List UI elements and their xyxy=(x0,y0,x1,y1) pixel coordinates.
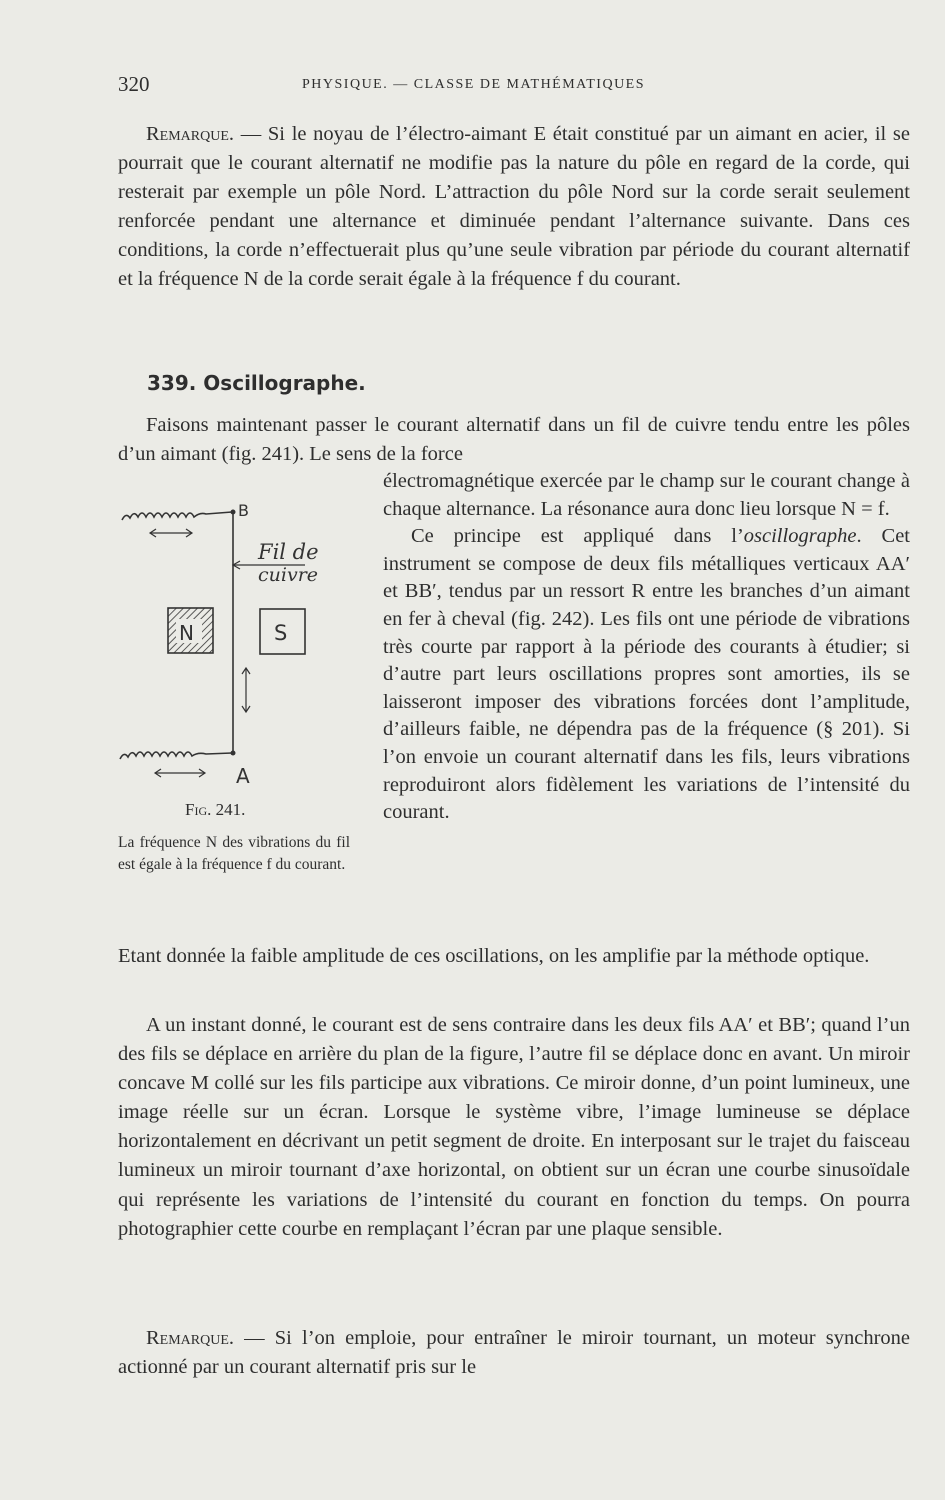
right-column-text xyxy=(383,468,910,827)
page-number: 320 xyxy=(118,72,150,96)
vertical-vibration-arrow-icon xyxy=(242,668,250,712)
intro-paragraph: Faisons maintenant passer le courant alternatif dans un fil de cuivre tendu entre les pôles d’un aimant (fig. 241). Le sens de la force xyxy=(118,414,910,466)
continuation-paragraph: Etant donnée la faible amplitude de ces oscillations, on les amplifie par la méthode optique. xyxy=(118,945,870,967)
right-column-part-2 xyxy=(383,523,910,827)
wire-magnet-diagram xyxy=(110,490,360,800)
figure-241 xyxy=(110,490,360,800)
remark-text: — Si l’on emploie, pour entraîner le miroir tournant, un moteur synchrone actionné par un courant alternatif pris sur le xyxy=(118,1327,910,1379)
remark-paragraph-2 xyxy=(118,1324,910,1382)
page-header xyxy=(118,72,910,102)
oscillograph-term: oscillographe xyxy=(743,525,857,548)
bottom-spring-icon xyxy=(120,752,232,759)
label-a: A xyxy=(236,764,250,788)
section-heading: 339. Oscillographe. xyxy=(147,371,366,395)
remark-label: Remarque. xyxy=(146,123,235,145)
label-s: S xyxy=(274,621,288,645)
remark-label: Remarque. xyxy=(146,1327,235,1349)
bottom-horizontal-arrow-icon xyxy=(155,769,205,777)
label-n: N xyxy=(179,621,194,645)
label-b: B xyxy=(238,501,249,520)
top-horizontal-arrow-icon xyxy=(150,529,192,537)
right-column-part-1: électromagnétique exercée par le champ sur le courant change à chaque alternance. La résonance aura donc lieu lorsque N = f. xyxy=(383,470,910,520)
running-head: PHYSIQUE. — CLASSE DE MATHÉMATIQUES xyxy=(302,77,646,92)
label-fil-de: Fil de xyxy=(258,540,319,564)
label-cuivre: cuivre xyxy=(258,564,319,586)
figure-caption: La fréquence N des vibrations du fil est égale à la fréquence f du courant. xyxy=(118,834,350,873)
figure-caption-title: Fig. 241. xyxy=(185,800,246,819)
instant-paragraph: A un instant donné, le courant est de sens contraire dans les deux fils AA′ et BB′; quand l’un des fils se déplace en arrière du plan de la figure, l’autre fil se déplace donc en avant. Un miroir concave M collé sur les fils participe aux vibrations. Ce miroir donne, d’un point lumineux, une image réelle sur un écran. Lorsque le système vibre, l’image lumineuse se déplace horizontalement en décrivant un petit segment de droite. En interposant sur le trajet du faisceau lumineux un miroir tournant d’axe horizontal, on obtient sur un écran une courbe sinusoïdale qui représente les variations de l’intensité du courant en fonction du temps. On pourra photographier cette courbe en remplaçant l’écran par une plaque sensible. xyxy=(118,1014,910,1240)
remark-text: — Si le noyau de l’électro-aimant E était constitué par un aimant en acier, il se pourrait que le courant alternatif ne modifie pas la nature du pôle en regard de la corde, qui resterait par exemple un pôle Nord. L’attraction du pôle Nord sur la corde serait seulement renforcée pendant une alternance et diminuée pendant l’alternance suivante. Dans ces conditions, la corde n’effectuerait plus qu’une seule vibration par période du courant alternatif et la fréquence N de la corde serait égale à la fréquence f du courant. xyxy=(118,123,910,291)
remark-paragraph-1 xyxy=(118,120,910,295)
oscillograph-intro: Ce principe est appliqué dans l’ xyxy=(411,525,744,548)
oscillograph-description: . Cet instrument se compose de deux fils métalliques verticaux AA′ et BB′, tendus par un ressort R entre les branches d’un aimant en fer à cheval (fig. 242). Les fils ont une période de vibrations très courte par rapport à la période des courants à étudier; si d’autre part leurs oscillations propres sont amorties, ils se laisseront imposer des vibrations forcées dont l’amplitude, d’ailleurs faible, ne dépendra pas de la fréquence (§ 201). Si l’on envoie un courant alternatif dans les fils, leurs vibrations reproduiront alors fidèlement les variations de l’intensité du courant. xyxy=(383,525,910,824)
top-spring-icon xyxy=(122,512,232,520)
